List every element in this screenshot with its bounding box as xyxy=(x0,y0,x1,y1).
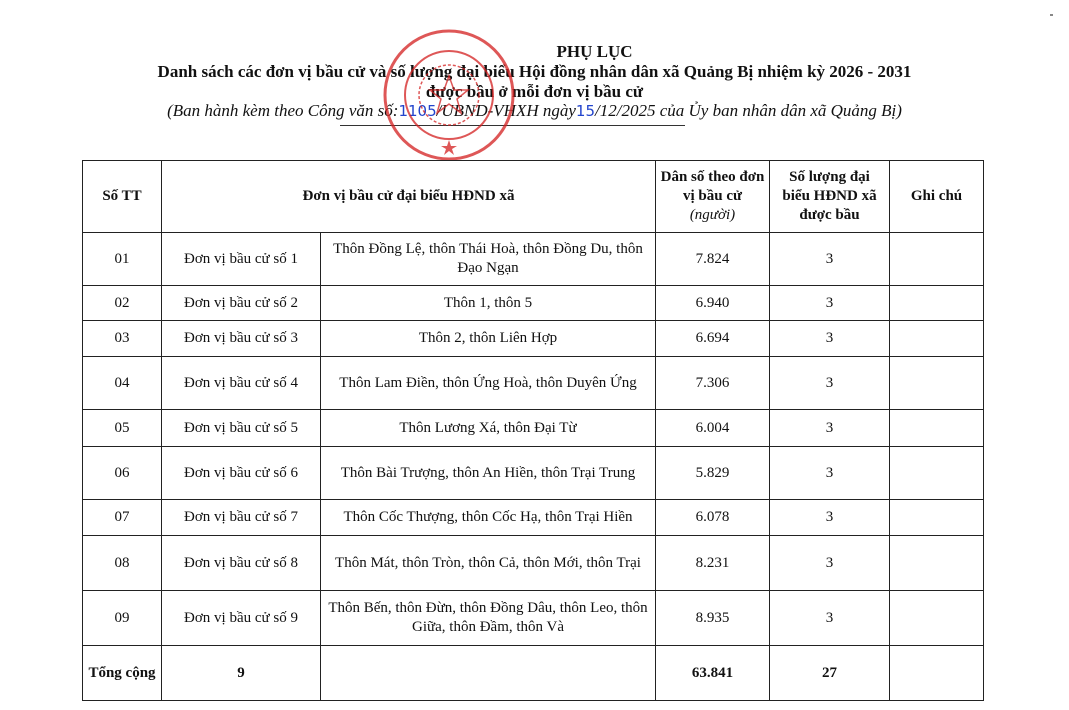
issuance-line xyxy=(0,101,1069,121)
row-note xyxy=(890,357,984,410)
row-stt: 07 xyxy=(83,500,162,536)
row-note xyxy=(890,591,984,646)
row-villages: Thôn Bến, thôn Đừn, thôn Đồng Dâu, thôn Leo, thôn Giữa, thôn Đầm, thôn Và xyxy=(321,591,656,646)
row-unit: Đơn vị bầu cử số 5 xyxy=(162,410,321,447)
row-note xyxy=(890,286,984,321)
row-unit: Đơn vị bầu cử số 8 xyxy=(162,536,321,591)
row-stt: 02 xyxy=(83,286,162,321)
row-note xyxy=(890,321,984,357)
issuance-prefix: (Ban hành kèm theo Công văn số: xyxy=(167,101,399,120)
row-note xyxy=(890,536,984,591)
official-seal-stamp xyxy=(382,28,516,162)
table-row xyxy=(83,410,984,447)
table-row xyxy=(83,591,984,646)
handwritten-doc-number: 1105 xyxy=(398,102,437,120)
row-unit: Đơn vị bầu cử số 1 xyxy=(162,233,321,286)
header-population-unit: (người) xyxy=(689,207,736,223)
row-delegates: 3 xyxy=(770,500,890,536)
row-population: 5.829 xyxy=(656,447,770,500)
total-units: 9 xyxy=(162,646,321,701)
total-villages-empty xyxy=(321,646,656,701)
row-stt: 05 xyxy=(83,410,162,447)
row-delegates: 3 xyxy=(770,410,890,447)
row-stt: 01 xyxy=(83,233,162,286)
row-stt: 03 xyxy=(83,321,162,357)
header-unit: Đơn vị bầu cử đại biểu HĐND xã xyxy=(162,161,656,233)
row-unit: Đơn vị bầu cử số 7 xyxy=(162,500,321,536)
row-stt: 04 xyxy=(83,357,162,410)
row-villages: Thôn Lương Xá, thôn Đại Từ xyxy=(321,410,656,447)
row-delegates: 3 xyxy=(770,357,890,410)
issuance-middle: /UBND-VHXH ngày xyxy=(436,101,576,120)
header-note: Ghi chú xyxy=(890,161,984,233)
row-stt: 09 xyxy=(83,591,162,646)
row-villages: Thôn 1, thôn 5 xyxy=(321,286,656,321)
row-population: 6.078 xyxy=(656,500,770,536)
row-delegates: 3 xyxy=(770,447,890,500)
row-villages: Thôn Mát, thôn Tròn, thôn Cả, thôn Mới, thôn Trại xyxy=(321,536,656,591)
row-delegates: 3 xyxy=(770,321,890,357)
header-population: Dân số theo đơn vị bầu cử (người) xyxy=(656,161,770,233)
row-population: 6.940 xyxy=(656,286,770,321)
row-population: 7.824 xyxy=(656,233,770,286)
table-row xyxy=(83,500,984,536)
table-row xyxy=(83,286,984,321)
row-unit: Đơn vị bầu cử số 3 xyxy=(162,321,321,357)
table-row xyxy=(83,357,984,410)
row-note xyxy=(890,410,984,447)
row-note xyxy=(890,447,984,500)
electoral-units-table xyxy=(82,160,984,701)
row-villages: Thôn 2, thôn Liên Hợp xyxy=(321,321,656,357)
row-delegates: 3 xyxy=(770,536,890,591)
row-population: 8.231 xyxy=(656,536,770,591)
row-population: 8.935 xyxy=(656,591,770,646)
total-delegates: 27 xyxy=(770,646,890,701)
row-population: 6.004 xyxy=(656,410,770,447)
total-label: Tổng cộng xyxy=(83,646,162,701)
total-row xyxy=(83,646,984,701)
row-stt: 06 xyxy=(83,447,162,500)
row-delegates: 3 xyxy=(770,591,890,646)
table-row xyxy=(83,447,984,500)
scan-speck xyxy=(1050,14,1053,16)
row-population: 7.306 xyxy=(656,357,770,410)
row-villages: Thôn Bài Trượng, thôn An Hiền, thôn Trại Trung xyxy=(321,447,656,500)
row-population: 6.694 xyxy=(656,321,770,357)
row-delegates: 3 xyxy=(770,233,890,286)
row-unit: Đơn vị bầu cử số 6 xyxy=(162,447,321,500)
header-delegates: Số lượng đại biểu HĐND xã được bầu xyxy=(770,161,890,233)
row-delegates: 3 xyxy=(770,286,890,321)
row-unit: Đơn vị bầu cử số 9 xyxy=(162,591,321,646)
total-population: 63.841 xyxy=(656,646,770,701)
handwritten-day: 15 xyxy=(575,102,595,120)
header-stt: Số TT xyxy=(83,161,162,233)
appendix-label: PHỤ LỤC xyxy=(556,42,633,61)
row-unit: Đơn vị bầu cử số 2 xyxy=(162,286,321,321)
row-villages: Thôn Lam Điền, thôn Ứng Hoà, thôn Duyên Ứng xyxy=(321,357,656,410)
table-row xyxy=(83,536,984,591)
row-unit: Đơn vị bầu cử số 4 xyxy=(162,357,321,410)
document-title: Danh sách các đơn vị bầu cử và số lượng đại biểu Hội đồng nhân dân xã Quảng Bị nhiệm kỳ 2026 - 2031 xyxy=(157,62,912,81)
table-row xyxy=(83,321,984,357)
row-note xyxy=(890,233,984,286)
document-subtitle: được bầu ở mỗi đơn vị bầu cử xyxy=(425,82,644,101)
table-row xyxy=(83,233,984,286)
row-stt: 08 xyxy=(83,536,162,591)
issuance-suffix: /12/2025 của Ủy ban nhân dân xã Quảng Bị) xyxy=(595,101,902,120)
row-villages: Thôn Đồng Lệ, thôn Thái Hoà, thôn Đồng Du, thôn Đạo Ngạn xyxy=(321,233,656,286)
total-note xyxy=(890,646,984,701)
row-villages: Thôn Cốc Thượng, thôn Cốc Hạ, thôn Trại Hiền xyxy=(321,500,656,536)
row-note xyxy=(890,500,984,536)
